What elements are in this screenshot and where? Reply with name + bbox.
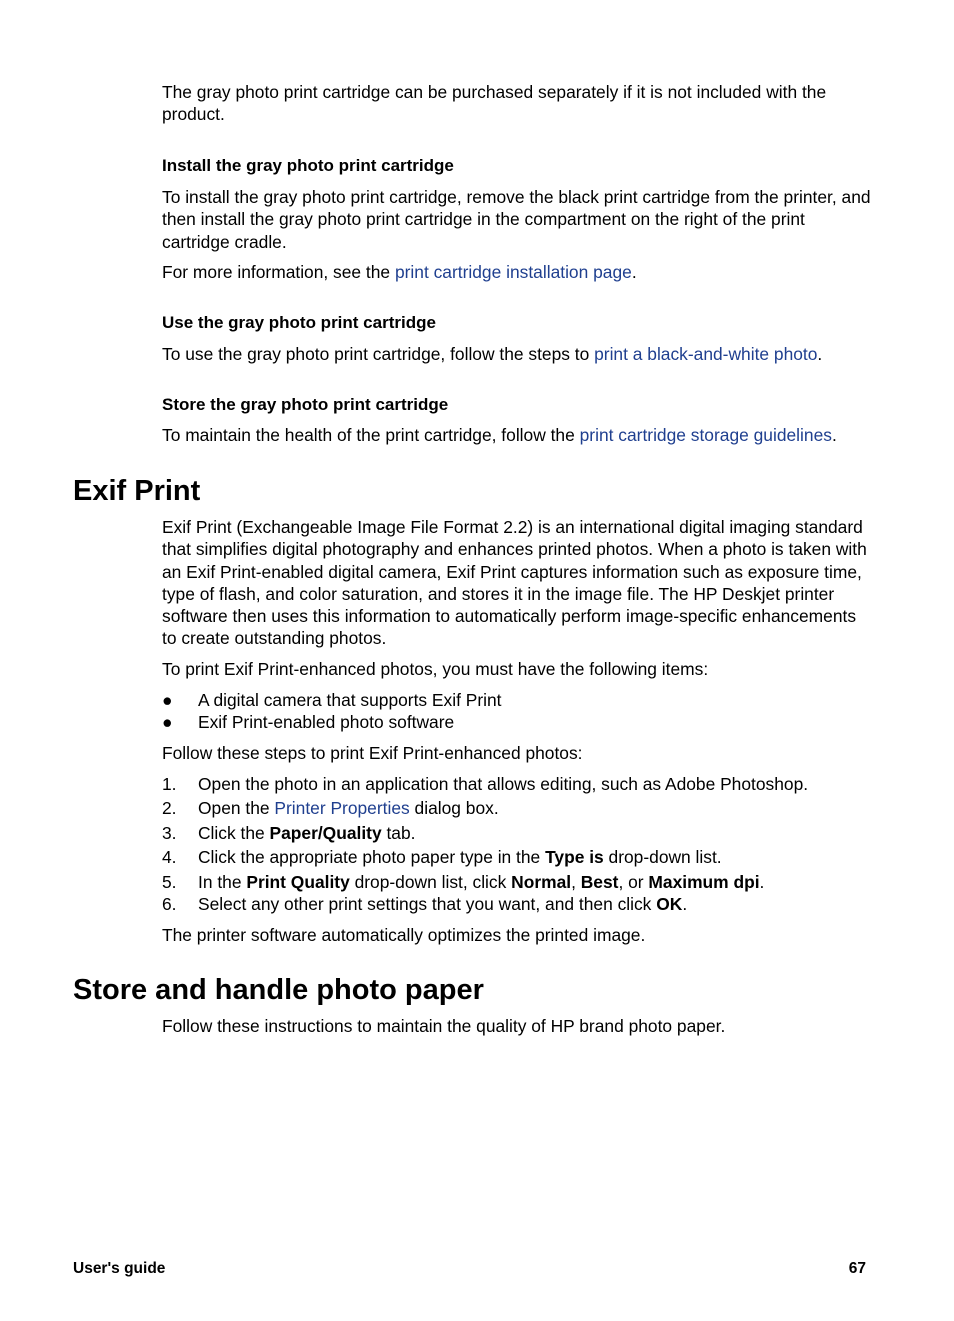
use-section (162, 312, 874, 334)
ok-term: OK (656, 894, 683, 914)
photo-paper-title: Store and handle photo paper (73, 974, 484, 1006)
step-number: 3. (162, 822, 177, 843)
step-post: drop-down list. (603, 847, 722, 867)
install-heading: Install the gray photo print cartridge (162, 156, 454, 175)
normal-term: Normal (511, 871, 572, 892)
step-number: 1. (162, 774, 177, 794)
type-is-term: Type is (545, 847, 604, 867)
step-post: . (759, 871, 765, 892)
use-pre: To use the gray photo print cartridge, follow the steps to (162, 344, 595, 364)
exif-para3-block (162, 742, 874, 764)
step-mid: drop-down list, click (349, 871, 512, 892)
store-heading: Store the gray photo print cartridge (162, 395, 449, 414)
exif-para1-block (162, 516, 874, 650)
paper-quality-term: Paper/Quality (269, 822, 382, 843)
step-2 (162, 797, 874, 822)
store-paragraph (162, 424, 874, 446)
bullet-text: A digital camera that supports Exif Print (198, 690, 502, 710)
footer-guide-label: User's guide (73, 1260, 166, 1277)
bullet-text: Exif Print-enabled photo software (198, 712, 455, 733)
store-post: . (831, 425, 837, 445)
step-mid: , (571, 871, 581, 892)
bullet-icon: ● (162, 712, 173, 733)
install-more-pre: For more information, see the (162, 262, 395, 282)
exif-print-title: Exif Print (73, 475, 201, 507)
use-post: . (817, 344, 823, 364)
install-paragraph: To install the gray photo print cartridge, remove the black print cartridge from the printer, and then install the gray photo print cartridge in the compartment on the right of the print cartridge cradle. (162, 187, 871, 252)
exif-para2-block (162, 658, 874, 680)
intro-paragraph: The gray photo print cartridge can be purchased separately if it is not included with the product. (162, 82, 827, 125)
exif-bullet-list (162, 689, 874, 734)
step-pre: Click the appropriate photo paper type in the (198, 847, 546, 867)
maximum-dpi-term: Maximum dpi (648, 871, 760, 892)
step-mid: , or (618, 871, 649, 892)
best-term: Best (580, 871, 619, 892)
page-number: 67 (848, 1260, 866, 1277)
step-1 (162, 773, 874, 797)
step-post: . (682, 894, 688, 914)
photo-paper-paragraph: Follow these instructions to maintain the quality of HP brand photo paper. (162, 1016, 726, 1036)
step-pre: Click the (198, 822, 270, 843)
install-more (162, 261, 874, 283)
store-section (162, 394, 874, 416)
install-more-post: . (631, 262, 637, 282)
step-number: 6. (162, 894, 177, 914)
print-quality-term: Print Quality (246, 871, 350, 892)
exif-steps-block (162, 773, 874, 916)
exif-para4: The printer software automatically optimizes the printed image. (162, 925, 646, 945)
exif-para3: Follow these steps to print Exif Print-enhanced photos: (162, 743, 583, 763)
exif-bullets-block (162, 689, 874, 734)
exif-para2: To print Exif Print-enhanced photos, you must have the following items: (162, 659, 709, 679)
list-item (162, 711, 874, 733)
step-5 (162, 871, 874, 894)
store-pre: To maintain the health of the print cartridge, follow the (162, 425, 580, 445)
store-body (162, 424, 874, 446)
photo-paper-block (162, 1015, 874, 1037)
step-4 (162, 846, 874, 871)
install-section (162, 155, 874, 177)
install-body (162, 186, 874, 253)
install-more-paragraph (162, 261, 874, 283)
step-post: dialog box. (409, 798, 499, 818)
step-pre: In the (198, 871, 247, 892)
list-item (162, 689, 874, 711)
bullet-icon: ● (162, 690, 173, 710)
use-heading: Use the gray photo print cartridge (162, 313, 436, 332)
print-cartridge-installation-link[interactable]: print cartridge installation page (394, 262, 632, 282)
step-text: Open the photo in an application that allows editing, such as Adobe Photoshop. (198, 774, 809, 794)
step-number: 4. (162, 847, 177, 867)
storage-guidelines-link[interactable]: print cartridge storage guidelines (579, 425, 832, 445)
exif-steps-list (162, 773, 874, 916)
step-post: tab. (381, 822, 416, 843)
use-body (162, 343, 874, 365)
step-6 (162, 893, 874, 916)
printer-properties-link[interactable]: Printer Properties (274, 798, 410, 818)
step-number: 2. (162, 798, 177, 818)
black-and-white-photo-link[interactable]: print a black-and-white photo (594, 344, 818, 364)
exif-para4-block (162, 924, 874, 946)
step-number: 5. (162, 871, 177, 892)
exif-para1: Exif Print (Exchangeable Image File Format 2.2) is an international digital imaging standard that simplifies digital photography and enhances printed photos. When a photo is taken with an Exif Print-enabled digital camera, Exif Print captures information such as exposure time, type of flash, and color saturation, and stores it in the image file. The HP Deskjet printer software then uses this information to automatically perform image-specific enhancements to create outstanding photos. (162, 517, 867, 649)
step-pre: Select any other print settings that you want, and then click (198, 894, 657, 914)
use-paragraph (162, 343, 874, 365)
step-3 (162, 822, 874, 847)
intro-section (162, 81, 874, 126)
step-pre: Open the (198, 798, 275, 818)
